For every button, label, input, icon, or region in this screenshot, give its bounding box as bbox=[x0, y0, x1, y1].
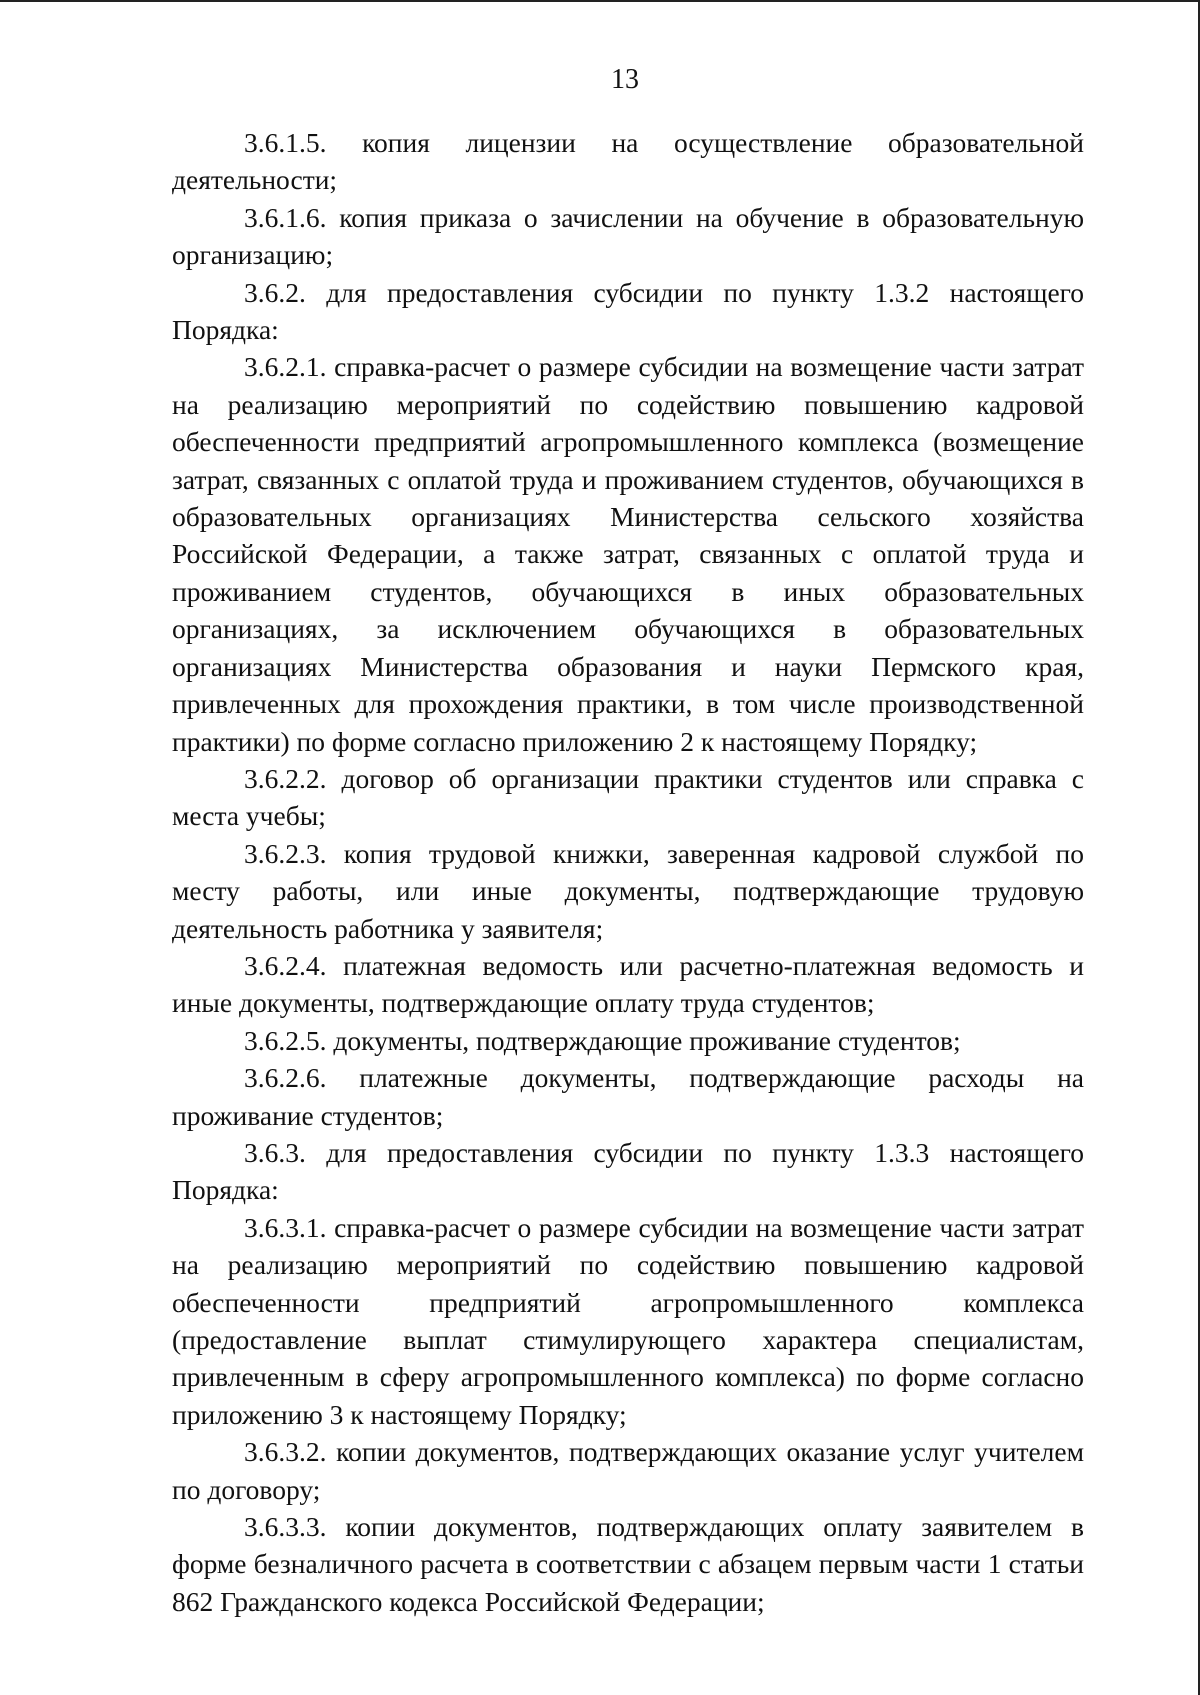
paragraph-3-6-2-4: 3.6.2.4. платежная ведомость или расчетно-платежная ведомость и иные документы, подтверждающие оплату труда студентов; bbox=[172, 949, 1084, 1019]
paragraph-3-6-3-1: 3.6.3.1. справка-расчет о размере субсидии на возмещение части затрат на реализацию мероприятий по содействию повышению кадровой обеспеченности предприятий агропромышленного комплекса (предоставление выплат стимулирующего характера специалистам, привлеченным в сферу агропромышленного комплекса) по форме согласно приложению 3 к настоящему Порядку; bbox=[172, 1211, 1084, 1430]
document-body bbox=[172, 124, 1084, 1620]
paragraph-3-6-1-6: 3.6.1.6. копия приказа о зачислении на обучение в образовательную организацию; bbox=[172, 201, 1084, 271]
paragraph-3-6-2-5: 3.6.2.5. документы, подтверждающие проживание студентов; bbox=[244, 1024, 961, 1056]
paragraph-3-6-2-1: 3.6.2.1. справка-расчет о размере субсидии на возмещение части затрат на реализацию мероприятий по содействию повышению кадровой обеспеченности предприятий агропромышленного комплекса (возмещение затрат, связанных с оплатой труда и проживанием студентов, обучающихся в образовательных организациях Министерства сельского хозяйства Российской Федерации, а также затрат, связанных с оплатой труда и проживанием студентов, обучающихся в иных образовательных организациях, за исключением обучающихся в образовательных организациях Министерства образования и науки Пермского края, привлеченных для прохождения практики, в том числе производственной практики) по форме согласно приложению 2 к настоящему Порядку; bbox=[172, 351, 1084, 757]
paragraph-3-6-3-3: 3.6.3.3. копии документов, подтверждающих оплату заявителем в форме безналичного расчета в соответствии с абзацем первым части 1 статьи 862 Гражданского кодекса Российской Федерации; bbox=[172, 1511, 1084, 1617]
paragraph-3-6-2-2: 3.6.2.2. договор об организации практики студентов или справка с места учебы; bbox=[172, 762, 1084, 832]
paragraph-3-6-1-5: 3.6.1.5. копия лицензии на осуществление образовательной деятельности; bbox=[172, 127, 1084, 196]
paragraph-3-6-2-3: 3.6.2.3. копия трудовой книжки, заверенная кадровой службой по месту работы, или иные документы, подтверждающие трудовую деятельность работника у заявителя; bbox=[172, 837, 1084, 944]
paragraph-3-6-3: 3.6.3. для предоставления субсидии по пункту 1.3.3 настоящего Порядка: bbox=[172, 1136, 1084, 1206]
paragraph-3-6-2: 3.6.2. для предоставления субсидии по пункту 1.3.2 настоящего Порядка: bbox=[172, 276, 1084, 346]
paragraph-3-6-3-2: 3.6.3.2. копии документов, подтверждающих оказание услуг учителем по договору; bbox=[172, 1436, 1084, 1505]
paragraph-3-6-2-6: 3.6.2.6. платежные документы, подтверждающие расходы на проживание студентов; bbox=[172, 1062, 1084, 1131]
page-number: 13 bbox=[611, 64, 639, 95]
